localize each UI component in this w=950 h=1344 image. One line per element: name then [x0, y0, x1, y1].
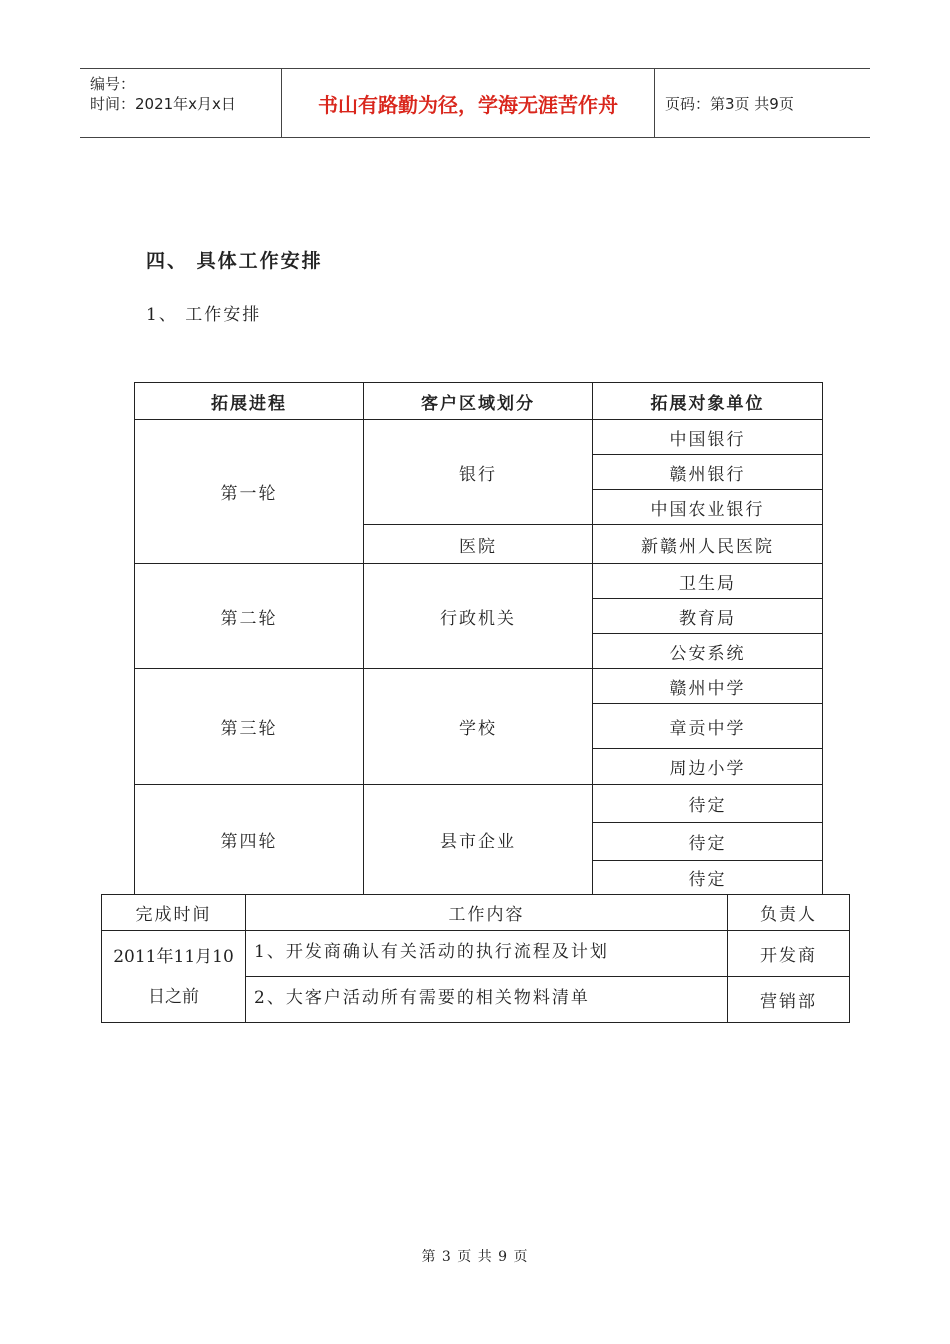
area-cell: 县市企业	[364, 785, 593, 895]
round-cell: 第一轮	[135, 420, 364, 564]
expansion-table	[134, 382, 823, 895]
area-cell: 银行	[364, 420, 593, 525]
task-content: 2、大客户活动所有需要的相关物料清单	[246, 977, 728, 1023]
deadline-cell	[102, 931, 246, 1023]
table-header: 负责人	[728, 895, 850, 931]
unit-cell: 周边小学	[593, 749, 823, 785]
table-header: 工作内容	[246, 895, 728, 931]
unit-cell: 赣州中学	[593, 669, 823, 704]
task-owner: 开发商	[728, 931, 850, 977]
area-cell: 行政机关	[364, 564, 593, 669]
header-motto: 书山有路勤为径，学海无涯苦作舟	[282, 69, 655, 137]
unit-cell: 卫生局	[593, 564, 823, 599]
unit-cell: 赣州银行	[593, 455, 823, 490]
section-title: 四、 具体工作安排	[146, 250, 323, 272]
deadline-line: 2011年11月10	[113, 946, 234, 967]
time-label: 时间：2021年x月x日	[90, 95, 236, 113]
code-label: 编号：	[90, 75, 136, 93]
unit-cell: 章贡中学	[593, 704, 823, 749]
table-header: 拓展进程	[135, 383, 364, 420]
area-cell: 医院	[364, 525, 593, 564]
unit-cell: 中国农业银行	[593, 490, 823, 525]
unit-cell: 待定	[593, 861, 823, 895]
unit-cell: 公安系统	[593, 634, 823, 669]
task-content: 1、开发商确认有关活动的执行流程及计划	[246, 931, 728, 977]
unit-cell: 新赣州人民医院	[593, 525, 823, 564]
round-cell: 第二轮	[135, 564, 364, 669]
sub-title: 1、 工作安排	[146, 305, 262, 325]
unit-cell: 待定	[593, 823, 823, 861]
task-table	[101, 894, 850, 1023]
table-header: 完成时间	[102, 895, 246, 931]
round-cell: 第三轮	[135, 669, 364, 785]
header-meta	[80, 69, 282, 137]
task-owner: 营销部	[728, 977, 850, 1023]
unit-cell: 教育局	[593, 599, 823, 634]
table-header: 客户区域划分	[364, 383, 593, 420]
table-header: 拓展对象单位	[593, 383, 823, 420]
unit-cell: 中国银行	[593, 420, 823, 455]
unit-cell: 待定	[593, 785, 823, 823]
page-footer: 第 3 页 共 9 页	[421, 1249, 529, 1265]
header-page-info: 页码：第3页 共9页	[665, 94, 794, 113]
round-cell: 第四轮	[135, 785, 364, 895]
page-header	[80, 68, 870, 138]
area-cell: 学校	[364, 669, 593, 785]
deadline-line: 日之前	[148, 986, 199, 1007]
